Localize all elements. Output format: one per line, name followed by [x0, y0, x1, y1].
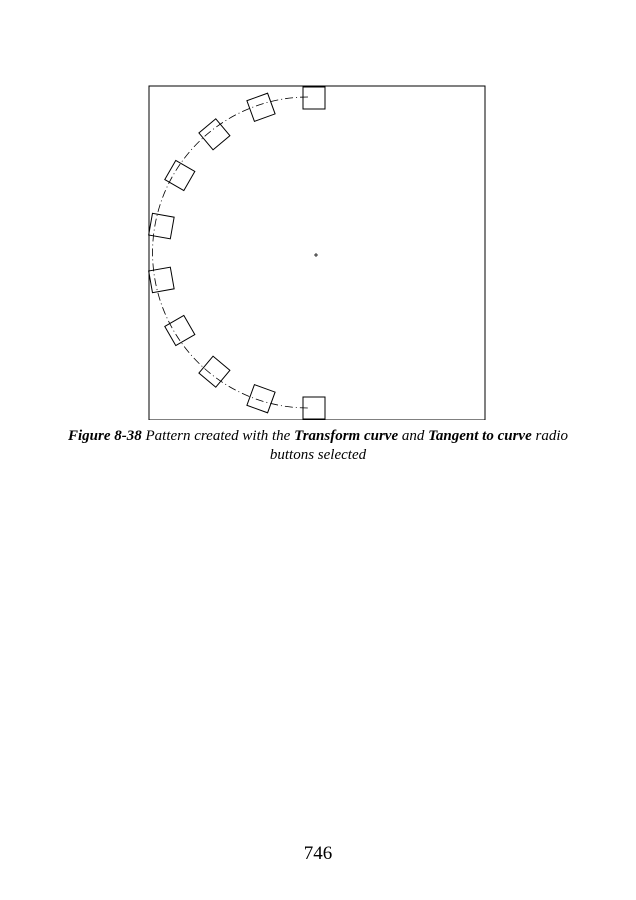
caption-text-3: radio buttons selected — [269, 428, 569, 463]
sketch-border — [149, 86, 485, 420]
figure-label: Figure 8-38 — [67, 428, 142, 444]
caption-text-1: Pattern created with the — [141, 428, 295, 444]
pattern-instance-square — [149, 213, 174, 238]
figure-caption — [60, 427, 576, 465]
pattern-instance-square — [247, 385, 275, 413]
arc-curve — [153, 97, 308, 408]
pattern-instance-square — [303, 87, 325, 109]
pattern-instances — [149, 87, 325, 419]
pattern-instance-square — [199, 356, 230, 387]
caption-text-2: and — [398, 428, 429, 444]
caption-bold-transform-curve: Transform curve — [294, 428, 399, 444]
pattern-figure — [0, 0, 636, 420]
pattern-instance-square — [247, 93, 275, 121]
center-marker — [314, 253, 318, 257]
pattern-instance-square — [149, 267, 174, 292]
pattern-instance-square — [199, 119, 230, 150]
pattern-instance-square — [165, 315, 195, 345]
page-number: 746 — [303, 843, 333, 864]
caption-bold-tangent-to-curve: Tangent to curve — [428, 428, 532, 444]
